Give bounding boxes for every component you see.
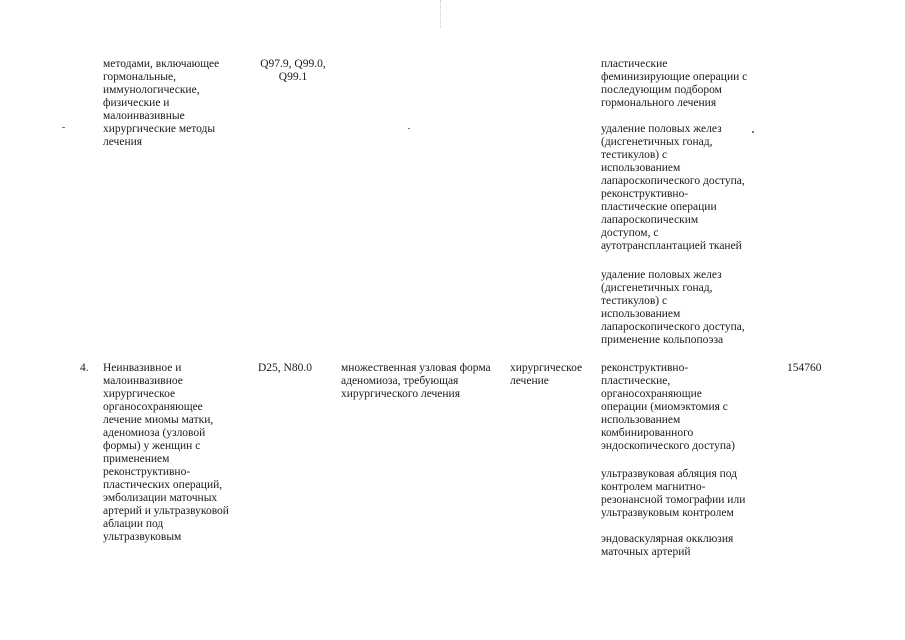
method-1: реконструктивно- пластические, органосохраняющие операции (миомэктомия с использованием комбинированного эндоскопического доступа) xyxy=(601,362,735,452)
treatment-name-continued: методами, включающее гормональные, иммунологические, физические и малоинвазивные хирургические методы лечения xyxy=(103,58,220,148)
icd-codes-continued: Q97.9, Q99.0, Q99.1 xyxy=(260,58,326,83)
row-number: 4. xyxy=(80,362,89,374)
cost-value: 154760 xyxy=(787,362,822,374)
fold-line xyxy=(440,0,441,28)
method-continued-3: удаление половых желез (дисгенетичных гонад, тестикулов) с использованием лапароскопического доступа, применение кольпопоэза xyxy=(601,269,745,346)
icd-codes: D25, N80.0 xyxy=(258,362,312,374)
treatment-category: хирургическое лечение xyxy=(510,362,583,387)
method-2: ультразвуковая абляция под контролем магнитно- резонансной томографии или ультразвуковым контролем xyxy=(601,468,746,519)
patient-model: множественная узловая форма аденомиоза, требующая хирургического лечения xyxy=(341,362,491,400)
scan-speck xyxy=(752,131,754,133)
treatment-name: Неинвазивное и малоинвазивное хирургическое органосохраняющее лечение миомы матки, аденомиоза (узловой формы) у женщин с применением реконструктивно- пластических операций, эмболизации маточных артерий и ультразвуковой аблации под ультразвуковым xyxy=(103,362,229,543)
scan-speck xyxy=(62,127,65,128)
method-continued-1: пластические феминизирующие операции с последующим подбором гормонального лечения xyxy=(601,58,748,109)
scan-speck xyxy=(408,128,410,129)
method-3: эндоваскулярная окклюзия маточных артерий xyxy=(601,533,734,558)
method-continued-2: удаление половых желез (дисгенетичных гонад, тестикулов) с использованием лапароскопического доступа, реконструктивно- пластические операции лапароскопическим доступом, с аутотрансплантацией тканей xyxy=(601,123,745,252)
